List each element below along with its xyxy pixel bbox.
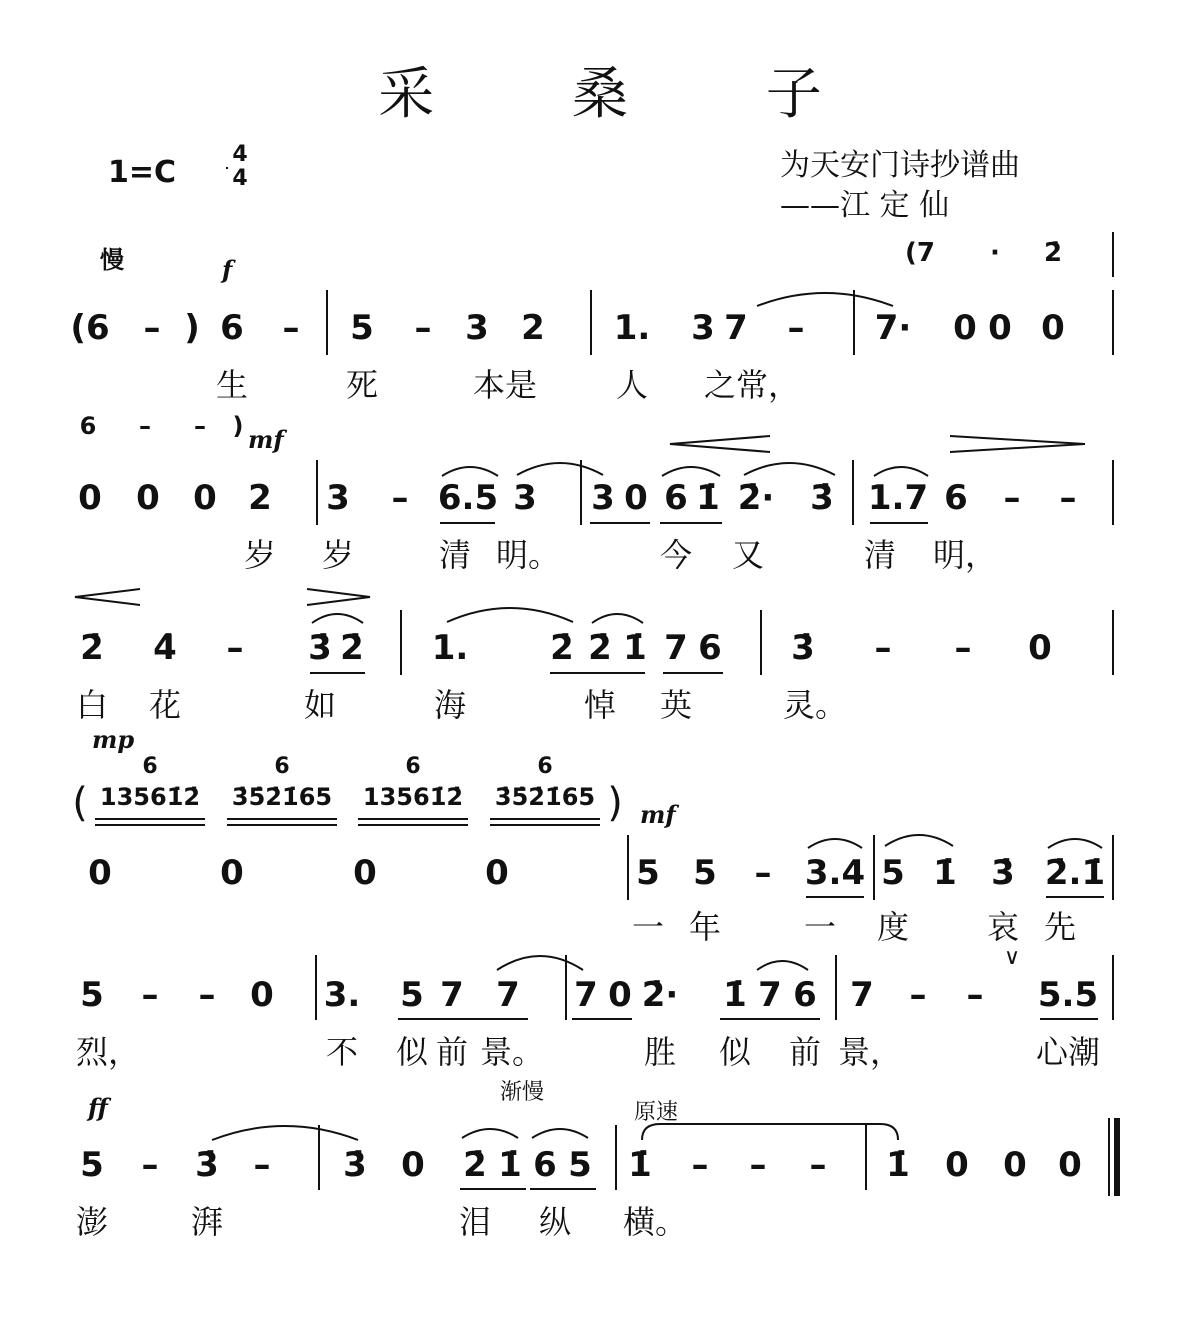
lyric: 前 [435,1033,469,1071]
lyric: 悼 [583,686,617,724]
note: 0 [485,853,509,893]
note: 5 [881,853,905,893]
note: 5 [80,1145,104,1185]
slur [310,605,365,625]
slur [755,952,810,972]
note: – [139,412,151,440]
lyric: 澎 [75,1203,109,1241]
note: 2̇· [737,478,775,518]
note: 0 [136,478,160,518]
lyric: 烈， [75,1033,141,1071]
time-signature-top: 4 [232,142,248,167]
note: 2 [248,478,272,518]
lyric: 清 [863,536,897,574]
note: 4̇ [153,628,177,668]
note: – [691,1145,709,1185]
tempo-marking: 慢 [100,246,124,274]
slur [660,458,722,478]
note: 2̇ [550,628,574,668]
note: 3̇ [308,628,332,668]
lyric: 先 [1043,908,1077,946]
note: 1̇ [628,1145,652,1185]
slur [495,948,585,972]
lyric: 前 [788,1033,822,1071]
time-signature-bottom: 4 [232,166,248,191]
lyric: 湃 [190,1203,224,1241]
note: 0 [988,308,1012,348]
note: 3̇ [343,1145,367,1185]
note: – [1003,478,1021,518]
note: 1̇ [886,1145,910,1185]
note: 6.5 [437,478,499,518]
note: 7 [850,975,874,1015]
note: 7 [724,308,748,348]
note: – [141,1145,159,1185]
lyric: 灵。 [782,686,848,724]
note: 2̇ [340,628,364,668]
note: 5 [636,853,660,893]
note: 2̇ [463,1145,487,1185]
song-title: 采 桑 子 [378,62,882,127]
tuplet: 13561̇2̇ [362,783,464,811]
lyric: 纵 [538,1203,572,1241]
note: – [1059,478,1077,518]
lyric: 之常， [703,366,801,404]
note: 0 [945,1145,969,1185]
paren-open: ( [72,780,88,826]
lyric: 白 [75,686,109,724]
note: 6 [698,628,722,668]
note: 7 [664,628,688,668]
note: 3.4 [804,853,866,893]
note: 0 [250,975,274,1015]
dynamic-ff: ff [88,1093,108,1122]
note: 1̇ [498,1145,522,1185]
breath-mark: ∨ [1003,945,1021,970]
lyric: 又 [731,536,765,574]
note: 0 [953,308,977,348]
note: – [754,853,772,893]
tuplet-mark: 6 [142,754,158,779]
note: 1. [431,628,469,668]
note: 7 [496,975,520,1015]
lyric: 年 [688,908,722,946]
tempo-resume: 原速 [634,1100,679,1125]
slur [590,605,645,625]
note: 2̇· [641,975,679,1015]
dynamic-f: f [222,255,233,284]
note: 2̇.1̇ [1044,853,1106,893]
lyric: 哀 [986,908,1020,946]
note: 0 [193,478,217,518]
note: 1̇ [623,628,647,668]
note: – [194,412,206,440]
lyric: 明。 [495,536,561,574]
lyric: 明， [932,536,998,574]
note: 3 [465,308,489,348]
lyric: 景。 [479,1033,545,1071]
lyric: 英 [659,686,693,724]
note: 6 [533,1145,557,1185]
slur [440,458,500,478]
note: – [787,308,805,348]
note: 1̇ [696,478,720,518]
lyric: 本是 [472,366,538,404]
note: 3. [323,975,361,1015]
note: 0 [88,853,112,893]
lyric: 泪 [458,1203,492,1241]
slur [210,1118,360,1142]
note: 1.7 [867,478,929,518]
note: 5 [400,975,424,1015]
lyric: 清 [438,536,472,574]
lyric: 一 [631,908,665,946]
note: 0 [1003,1145,1027,1185]
tuplet: 3̇5̇2̇1̇65 [494,783,596,811]
note: 6 [944,478,968,518]
slur [460,1120,520,1140]
note: 6 [79,412,97,440]
note: 2̇ [1043,238,1063,268]
note: – [966,975,984,1015]
note: 1. [613,308,651,348]
tuplet-mark: 6 [274,754,290,779]
slur [742,455,837,477]
lyric: 胜 [643,1033,677,1071]
lyric: 景， [837,1033,903,1071]
note: – [282,308,300,348]
note: 3̇ [810,478,834,518]
note: 7 [440,975,464,1015]
note: – [391,478,409,518]
note: 0 [1058,1145,1082,1185]
note: – [198,975,216,1015]
slur [640,1122,900,1142]
note: 3 [691,308,715,348]
note: – [414,308,432,348]
slur [1046,830,1104,850]
lyric: 海 [433,686,467,724]
lyric: 花 [148,686,182,724]
note: 1̇ [723,975,747,1015]
note: 3̇ [791,628,815,668]
note: – [954,628,972,668]
lyric: 不 [325,1033,359,1071]
time-signature [222,143,258,191]
note: 6 [220,308,244,348]
key-signature: 1=C [108,155,177,190]
note: 3̇ [991,853,1015,893]
note: 3 [591,478,615,518]
credit-line-2: ——江 定 仙 [780,188,950,223]
note: (6 [70,308,110,348]
paren-close: ) [607,780,623,826]
note: 0 [1028,628,1052,668]
slur [806,830,864,850]
note: 5 [80,975,104,1015]
note: – [226,628,244,668]
note: 7· [874,308,912,348]
note: 1̇ [933,853,957,893]
dynamic-mf: mf [248,425,284,454]
lyric: 生 [215,366,249,404]
note: ) [232,412,244,440]
lyric: 岁 [243,536,277,574]
note: 2̇ [80,628,104,668]
note: – [874,628,892,668]
lyric: 似 [718,1033,752,1071]
note: · [990,238,1000,268]
slur [445,600,575,625]
lyric: 度 [876,908,910,946]
dynamic-mf: mf [640,800,676,829]
note: 5 [568,1145,592,1185]
slur [515,455,605,477]
note: 5 [693,853,717,893]
slur [883,826,955,848]
note: 0 [1041,308,1065,348]
lyric: 岁 [321,536,355,574]
note: 3 [326,478,350,518]
slur [530,1120,590,1140]
note: 6 [664,478,688,518]
note: ) [184,308,200,348]
lyric: 似 [395,1033,429,1071]
note: 0 [353,853,377,893]
note: 3 [513,478,537,518]
lyric: 横。 [622,1203,688,1241]
note: 0 [624,478,648,518]
slur [872,458,930,478]
lyric: 一 [803,908,837,946]
note: 0 [78,478,102,518]
note: – [143,308,161,348]
lyric: 死 [345,366,379,404]
note: 7 [574,975,598,1015]
note: 2̇ [588,628,612,668]
note: 2 [521,308,545,348]
tuplet-mark: 6 [537,754,553,779]
note: 5.5 [1037,975,1099,1015]
tuplet: 13561̇2̇ [99,783,201,811]
note: 5 [350,308,374,348]
note: – [909,975,927,1015]
slur [755,288,895,308]
note: 0 [608,975,632,1015]
lyric: 今 [659,536,693,574]
tempo-change: 渐慢 [500,1080,545,1105]
lyric: 如 [303,686,337,724]
tuplet: 3̇5̇2̇1̇65 [231,783,333,811]
note: – [749,1145,767,1185]
lyric: 人 [615,366,649,404]
note: 3̇ [195,1145,219,1185]
note: (7 [905,238,935,268]
note: 0 [401,1145,425,1185]
note: – [253,1145,271,1185]
dynamic-mp: mp [92,725,135,754]
note: – [141,975,159,1015]
note: – [809,1145,827,1185]
lyric: 心潮 [1035,1033,1101,1071]
credit-line-1: 为天安门诗抄谱曲 [780,148,1020,183]
note: 6 [793,975,817,1015]
tuplet-mark: 6 [405,754,421,779]
note: 7 [758,975,782,1015]
note: 0 [220,853,244,893]
